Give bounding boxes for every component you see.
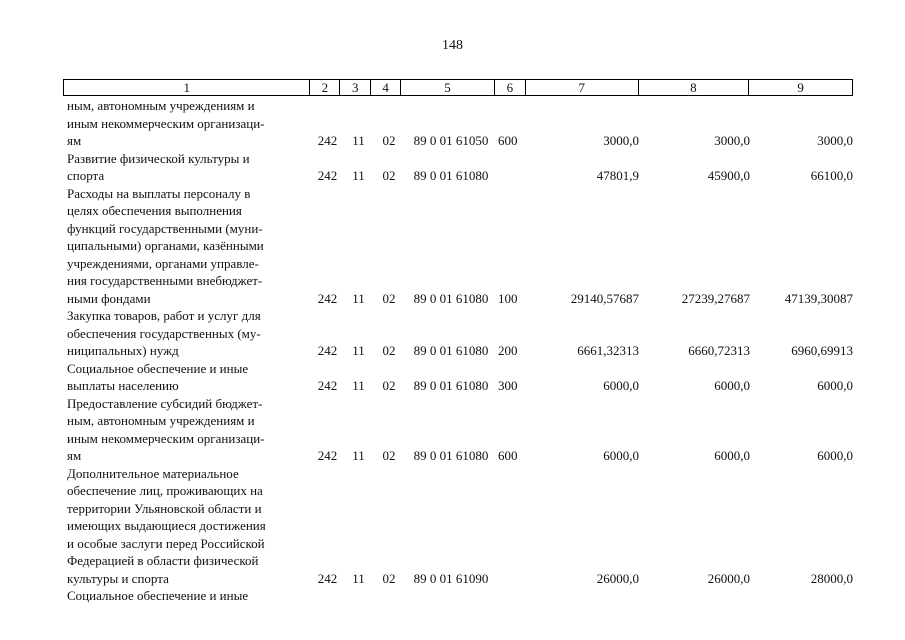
row-description: [63, 360, 309, 395]
cell-c8: 6000,0: [714, 378, 750, 393]
cell-c8: 6000,0: [714, 448, 750, 463]
description-line: ям: [67, 448, 82, 463]
description-line: функций государственными (муни-: [67, 220, 263, 236]
cell-c5: 89 0 01 61090: [413, 570, 489, 586]
cell-c4: 02: [382, 448, 396, 463]
header-col-2: 2: [310, 80, 340, 95]
table-header: [63, 79, 853, 96]
cell-c5: 89 0 01 61080: [413, 343, 489, 358]
cell-c4: 02: [382, 133, 396, 148]
cell-c9: 3000,0: [817, 133, 853, 148]
cell-c8: 6660,72313: [688, 343, 750, 358]
cell-c8: 27239,27687: [681, 290, 750, 306]
cell-c6: 300: [498, 378, 518, 393]
cell-c5: 89 0 01 61080: [413, 168, 489, 183]
cell-c9: 66100,0: [810, 168, 853, 183]
description-line: Развитие физической культуры и: [67, 150, 250, 166]
cell-c5: 89 0 01 61080: [413, 378, 489, 393]
cell-c4: 02: [382, 378, 396, 393]
description-line: ниципальных) нужд: [67, 343, 179, 358]
table-row: [63, 587, 853, 605]
table-row: [63, 185, 853, 308]
description-line: иным некоммерческим организаци-: [67, 115, 265, 131]
cell-c7: 47801,9: [596, 168, 639, 183]
description-line: территории Ульяновской области и: [67, 500, 262, 516]
cell-c2: 242: [317, 290, 338, 306]
description-line: ными фондами: [67, 290, 151, 306]
description-line: Дополнительное материальное: [67, 465, 239, 481]
cell-c4: 02: [382, 570, 396, 586]
header-col-6: 6: [495, 80, 526, 95]
cell-c5: 89 0 01 61080: [413, 290, 489, 306]
cell-c6: 200: [498, 343, 518, 358]
description-line: имеющих выдающиеся достижения: [67, 518, 266, 533]
header-col-3: 3: [340, 80, 371, 95]
description-line: Социальное обеспечение и иные: [67, 360, 249, 376]
description-line: Закупка товаров, работ и услуг для: [67, 308, 261, 323]
cell-c2: 242: [317, 133, 338, 148]
header-col-9: 9: [797, 80, 804, 95]
header-col-5: 5: [401, 80, 495, 95]
description-line: ным, автономным учреждениям и: [67, 98, 255, 113]
cell-c4: 02: [382, 168, 396, 183]
row-description: [63, 185, 309, 308]
header-col-8: 8: [639, 80, 750, 95]
cell-c4: 02: [382, 343, 396, 358]
cell-c3: 11: [352, 290, 365, 306]
description-line: и особые заслуги перед Российской: [67, 535, 265, 551]
table-row: [63, 360, 853, 395]
description-line: учреждениями, органами управле-: [67, 255, 259, 271]
table-body: [63, 97, 853, 605]
row-description: [63, 307, 309, 360]
description-line: ципальными) органами, казёнными: [67, 238, 264, 253]
cell-c7: 6000,0: [603, 448, 639, 463]
cell-c2: 242: [317, 570, 338, 586]
cell-c9: 6000,0: [817, 378, 853, 393]
cell-c7: 6000,0: [603, 378, 639, 393]
cell-c9: 6960,69913: [791, 343, 853, 358]
cell-c7: 26000,0: [596, 570, 639, 586]
description-line: Расходы на выплаты персоналу в: [67, 185, 251, 201]
header-col-7: 7: [526, 80, 639, 95]
description-line: спорта: [67, 168, 105, 183]
cell-c6: 100: [498, 290, 518, 306]
page-number: 148: [442, 38, 463, 53]
cell-c8: 45900,0: [707, 168, 750, 183]
cell-c7: 6661,32313: [577, 343, 639, 358]
description-line: выплаты населению: [67, 378, 179, 393]
row-description: [63, 150, 309, 185]
description-line: Федерацией в области физической: [67, 553, 259, 568]
cell-c9: 47139,30087: [784, 290, 853, 306]
cell-c2: 242: [317, 168, 338, 183]
cell-c8: 26000,0: [707, 570, 750, 586]
description-line: обеспечение лиц, проживающих на: [67, 483, 263, 498]
header-col-4: 4: [371, 80, 401, 95]
cell-c2: 242: [317, 343, 338, 358]
cell-c6: 600: [498, 448, 518, 463]
cell-c7: 3000,0: [603, 133, 639, 148]
table-row: [63, 97, 853, 150]
cell-c5: 89 0 01 61050: [413, 133, 489, 148]
description-line: обеспечения государственных (му-: [67, 325, 261, 341]
table-row: [63, 465, 853, 588]
cell-c7: 29140,57687: [570, 290, 639, 306]
description-line: культуры и спорта: [67, 570, 169, 586]
description-line: Социальное обеспечение и иные: [67, 588, 249, 603]
cell-c6: 600: [498, 133, 518, 148]
cell-c3: 11: [352, 378, 365, 393]
description-line: ния государственными внебюджет-: [67, 273, 263, 288]
cell-c3: 11: [352, 570, 365, 586]
cell-c3: 11: [352, 343, 365, 358]
row-description: [63, 465, 309, 588]
description-line: ным, автономным учреждениям и: [67, 413, 255, 428]
cell-c3: 11: [352, 448, 365, 463]
description-line: ям: [67, 133, 82, 148]
row-description: [63, 587, 309, 605]
table-row: [63, 307, 853, 360]
header-col-1: 1: [64, 80, 310, 95]
cell-c2: 242: [317, 378, 338, 393]
description-line: иным некоммерческим организаци-: [67, 430, 265, 446]
cell-c3: 11: [352, 133, 365, 148]
cell-c9: 28000,0: [810, 570, 853, 586]
table-row: [63, 150, 853, 185]
cell-c8: 3000,0: [714, 133, 750, 148]
cell-c9: 6000,0: [817, 448, 853, 463]
cell-c5: 89 0 01 61080: [413, 448, 489, 463]
cell-c4: 02: [382, 290, 396, 306]
description-line: целях обеспечения выполнения: [67, 203, 242, 218]
description-line: Предоставление субсидий бюджет-: [67, 395, 263, 411]
cell-c2: 242: [317, 448, 338, 463]
row-description: [63, 395, 309, 465]
table-row: [63, 395, 853, 465]
cell-c3: 11: [352, 168, 365, 183]
row-description: [63, 97, 309, 150]
